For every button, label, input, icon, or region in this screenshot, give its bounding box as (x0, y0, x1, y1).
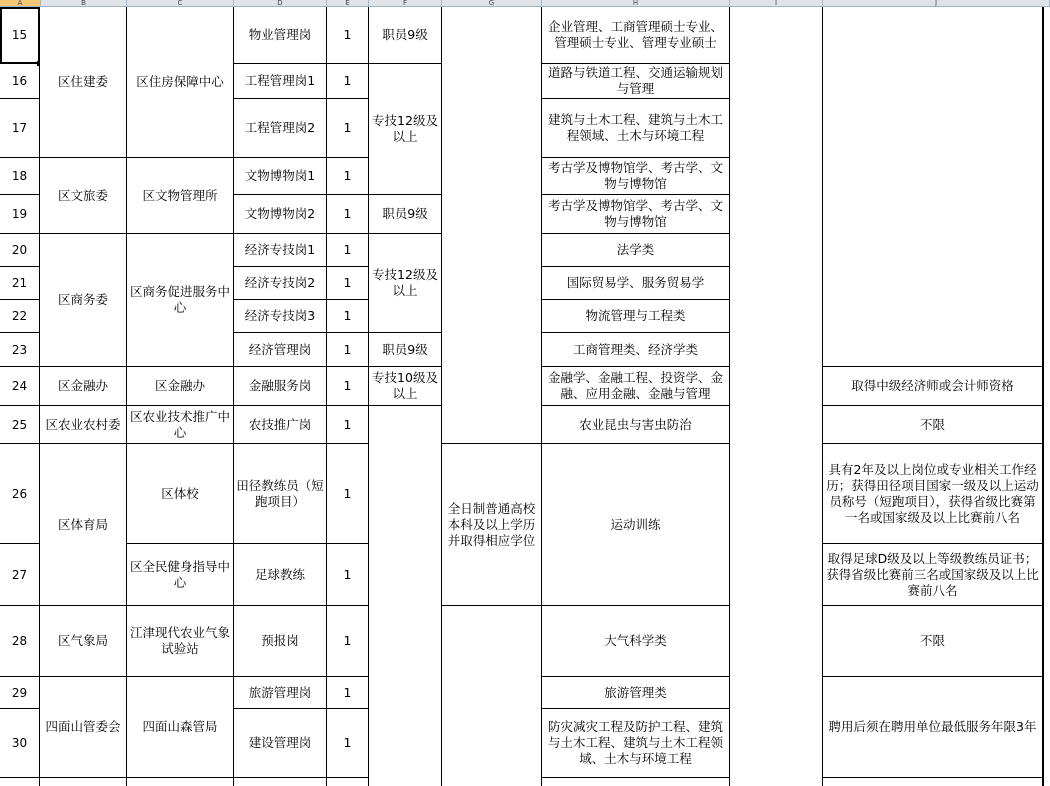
cell-post[interactable]: 田径教练员（短跑项目） (234, 444, 327, 544)
cell-unit[interactable]: 区全民健身指导中心 (127, 544, 234, 606)
cell-major[interactable]: 工商管理类、经济学类 (542, 333, 730, 367)
cell-column-i-empty[interactable] (730, 7, 823, 786)
cell-major[interactable]: 旅游管理类 (542, 677, 730, 709)
cell-major[interactable]: 道路与铁道工程、交通运输规划与管理 (542, 64, 730, 99)
cell-post[interactable]: 文物博物岗1 (234, 158, 327, 195)
cell-count[interactable]: 1 (327, 544, 369, 606)
column-header-A[interactable]: A (0, 0, 41, 6)
cell-count[interactable]: 1 (327, 158, 369, 195)
row-number-25[interactable]: 25 (0, 406, 40, 444)
cell-post[interactable]: 经济专技岗3 (234, 300, 327, 333)
cell-edu-merged[interactable]: 全日制普通高校本科及以上学历并取得相应学位 (442, 444, 542, 606)
cell-major[interactable]: 建筑与土木工程、建筑与土木工程领域、土木与环境工程 (542, 99, 730, 158)
cell-bureau-merged[interactable]: 区文旅委 (40, 158, 127, 234)
cell-post[interactable]: 文物博物岗2 (234, 195, 327, 234)
row-number-17[interactable]: 17 (0, 99, 40, 158)
row-number-27[interactable]: 27 (0, 544, 40, 606)
cell-bureau-merged[interactable]: 区商务委 (40, 234, 127, 367)
row-number-23[interactable]: 23 (0, 333, 40, 367)
cell-major[interactable]: 防灾减灾工程及防护工程、建筑与土木工程、建筑与土木工程领域、土木与环境工程 (542, 709, 730, 778)
column-header-J[interactable]: J (823, 0, 1050, 6)
column-header-D[interactable]: D (234, 0, 327, 6)
cell-post[interactable]: 物业管理岗 (234, 7, 327, 64)
cell-major[interactable]: 企业管理、工商管理硕士专业、管理硕士专业、管理专业硕士 (542, 7, 730, 64)
cell-post[interactable] (234, 778, 327, 786)
row-number-18[interactable]: 18 (0, 158, 40, 195)
cell-other[interactable]: 取得中级经济师或会计师资格 (823, 367, 1043, 406)
cell-count[interactable]: 1 (327, 267, 369, 300)
cell-level[interactable]: 职员9级 (369, 195, 442, 234)
cell-post[interactable]: 足球教练 (234, 544, 327, 606)
cell-unit[interactable]: 区体校 (127, 444, 234, 544)
cell-major-merged[interactable]: 运动训练 (542, 444, 730, 606)
cell-other[interactable]: 取得足球D级及以上等级教练员证书；获得省级比赛前三名或国家级及以上比赛前八名 (823, 544, 1043, 606)
cell-post[interactable]: 农技推广岗 (234, 406, 327, 444)
row-number-26[interactable]: 26 (0, 444, 40, 544)
row-number-30[interactable]: 30 (0, 709, 40, 778)
cell-major[interactable]: 法学类 (542, 234, 730, 267)
cell-other[interactable]: 不限 (823, 606, 1043, 677)
cell-count[interactable]: 1 (327, 444, 369, 544)
cell-unit[interactable]: 区金融办 (127, 367, 234, 406)
cell-other-merged[interactable]: 聘用后须在聘用单位最低服务年限3年 (823, 677, 1043, 778)
cell-unit-merged[interactable]: 区商务促进服务中心 (127, 234, 234, 367)
column-header-G[interactable]: G (442, 0, 542, 6)
cell-major[interactable]: 物流管理与工程类 (542, 300, 730, 333)
cell-count[interactable]: 1 (327, 195, 369, 234)
cell-major[interactable]: 考古学及博物馆学、考古学、文物与博物馆 (542, 158, 730, 195)
row-number-16[interactable]: 16 (0, 64, 40, 99)
cell-count[interactable]: 1 (327, 99, 369, 158)
column-header-F[interactable]: F (369, 0, 442, 6)
row-number-19[interactable]: 19 (0, 195, 40, 234)
cell-unit[interactable]: 江津现代农业气象试验站 (127, 606, 234, 677)
cell-post[interactable]: 经济专技岗1 (234, 234, 327, 267)
cell-count[interactable]: 1 (327, 367, 369, 406)
cell-major[interactable]: 大气科学类 (542, 606, 730, 677)
cell-other[interactable]: 具有2年及以上岗位或专业相关工作经历；获得田径项目国家一级及以上运动员称号（短跑项目），获得省级比赛第一名或国家级及以上比赛前八名 (823, 444, 1043, 544)
column-header-I[interactable]: I (730, 0, 823, 6)
column-header-H[interactable]: H (542, 0, 730, 6)
cell-count[interactable]: 1 (327, 606, 369, 677)
column-header-bar (0, 0, 1050, 7)
cell-post[interactable]: 工程管理岗1 (234, 64, 327, 99)
cell-post[interactable]: 预报岗 (234, 606, 327, 677)
cell-edu-empty[interactable] (442, 606, 542, 786)
row-number-28[interactable]: 28 (0, 606, 40, 677)
cell-count[interactable]: 1 (327, 406, 369, 444)
cell-count[interactable] (327, 778, 369, 786)
cell-major[interactable]: 农业昆虫与害虫防治 (542, 406, 730, 444)
cell-level[interactable]: 职员9级 (369, 333, 442, 367)
row-number-22[interactable]: 22 (0, 300, 40, 333)
table-right-border (1043, 7, 1044, 786)
cell-major[interactable]: 金融学、金融工程、投资学、金融、应用金融、金融与管理 (542, 367, 730, 406)
cell-count[interactable]: 1 (327, 300, 369, 333)
cell-bureau[interactable]: 区气象局 (40, 606, 127, 677)
cell-count[interactable]: 1 (327, 64, 369, 99)
row-number-31[interactable] (0, 778, 40, 786)
cell-bureau[interactable]: 区农业农村委 (40, 406, 127, 444)
cell-level-merged[interactable]: 专技12级及以上 (369, 234, 442, 333)
column-header-E[interactable]: E (327, 0, 369, 6)
cell-level-merged[interactable]: 专技12级及以上 (369, 64, 442, 195)
cell-level[interactable]: 专技10级及以上 (369, 367, 442, 406)
row-number-29[interactable]: 29 (0, 677, 40, 709)
column-header-B[interactable]: B (41, 0, 127, 6)
cell-major[interactable]: 考古学及博物馆学、考古学、文物与博物馆 (542, 195, 730, 234)
cell-other-empty[interactable] (823, 7, 1043, 367)
row-number-24[interactable]: 24 (0, 367, 40, 406)
row-number-20[interactable]: 20 (0, 234, 40, 267)
cell-bureau-merged[interactable]: 区住建委 (40, 7, 127, 158)
row-number-21[interactable]: 21 (0, 267, 40, 300)
row-number-15[interactable]: 15 (0, 7, 40, 64)
cell-post[interactable]: 工程管理岗2 (234, 99, 327, 158)
cell-other[interactable]: 不限 (823, 406, 1043, 444)
cell-count[interactable]: 1 (327, 709, 369, 778)
cell-unit-merged[interactable]: 四面山森管局 (127, 677, 234, 778)
cell-post[interactable]: 建设管理岗 (234, 709, 327, 778)
cell-level-empty[interactable] (369, 406, 442, 786)
cell-post[interactable]: 金融服务岗 (234, 367, 327, 406)
cell-unit-merged[interactable]: 区住房保障中心 (127, 7, 234, 158)
cell-unit-merged[interactable]: 区文物管理所 (127, 158, 234, 234)
cell-unit[interactable]: 区农业技术推广中心 (127, 406, 234, 444)
cell-bureau[interactable]: 区金融办 (40, 367, 127, 406)
cell-count[interactable]: 1 (327, 234, 369, 267)
cell-post[interactable]: 经济管理岗 (234, 333, 327, 367)
cell-level[interactable]: 职员9级 (369, 7, 442, 64)
cell-count[interactable]: 1 (327, 7, 369, 64)
cell-post[interactable]: 旅游管理岗 (234, 677, 327, 709)
cell-edu-empty[interactable] (442, 7, 542, 444)
cell-count[interactable]: 1 (327, 677, 369, 709)
cell-bureau-merged[interactable]: 四面山管委会 (40, 677, 127, 778)
cell-post[interactable]: 经济专技岗2 (234, 267, 327, 300)
column-header-C[interactable]: C (127, 0, 234, 6)
cell-unit[interactable] (127, 778, 234, 786)
cell-count[interactable]: 1 (327, 333, 369, 367)
cell-other[interactable] (823, 778, 1043, 786)
cell-bureau-merged[interactable]: 区体育局 (40, 444, 127, 606)
cell-major[interactable] (542, 778, 730, 786)
cell-major[interactable]: 国际贸易学、服务贸易学 (542, 267, 730, 300)
cell-bureau[interactable] (40, 778, 127, 786)
